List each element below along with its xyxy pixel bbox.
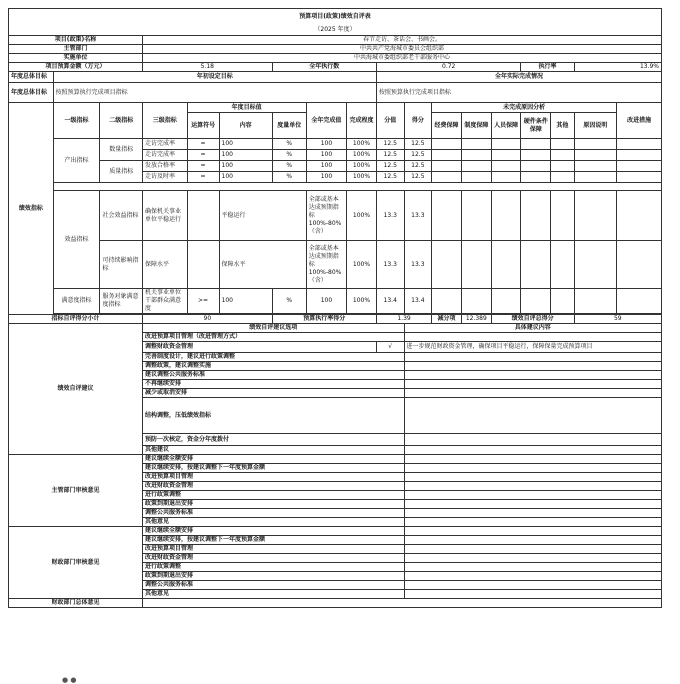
- score-header: 分值: [376, 103, 404, 139]
- empty-cell: [521, 161, 551, 172]
- set-goal-header: 年初设定目标: [53, 72, 376, 83]
- list-item: [9, 527, 662, 536]
- got-cell: 12.5: [404, 161, 432, 172]
- empty-cell: [461, 172, 491, 183]
- level1-satisfaction: 满意度指标: [53, 289, 100, 314]
- finance-option: 改进预算项目管理: [142, 545, 404, 554]
- exec-score-label: 预算执行率得分: [272, 315, 376, 324]
- rectify-option: 减少或取消安排: [142, 389, 404, 398]
- got-header: 得分: [404, 103, 432, 139]
- empty-cell: [404, 509, 661, 518]
- value-satisfaction: 100: [219, 289, 272, 314]
- value-cell: 100: [219, 150, 272, 161]
- empty-cell: [521, 191, 551, 241]
- dept-option: 建议继续全额安排: [142, 455, 404, 464]
- reason-funding: 经费保障: [432, 113, 462, 139]
- degree-social: 100%: [347, 191, 377, 241]
- score-cell: 12.5: [376, 161, 404, 172]
- empty-cell: [432, 241, 462, 289]
- list-item: [9, 455, 662, 464]
- done-social: 全部或基本达成预期指标100%-80%（含）: [306, 191, 346, 241]
- reason-hardware: 硬件条件保障: [521, 113, 551, 139]
- unit-label: 实施单位: [9, 54, 143, 63]
- level2-sustain: 可持续影响指标: [100, 241, 143, 289]
- empty-cell: [617, 150, 662, 161]
- empty-cell: [551, 150, 574, 161]
- empty-cell: [461, 139, 491, 150]
- empty-cell: [404, 482, 661, 491]
- got-sustain: 13.3: [404, 241, 432, 289]
- empty-cell: [617, 139, 662, 150]
- rectify-option: 其他建议: [142, 446, 404, 455]
- op-cell: =: [187, 161, 219, 172]
- value-cell: 100: [219, 139, 272, 150]
- empty-cell: [617, 241, 662, 289]
- value-cell: 100: [219, 161, 272, 172]
- dept-option: 改进预算项目管理: [142, 473, 404, 482]
- finance-final-label: 财政部门总体意见: [9, 599, 143, 608]
- empty-cell: [404, 473, 661, 482]
- rate-value: 13.9%: [574, 63, 661, 72]
- empty-cell: [551, 139, 574, 150]
- finance-option: 改进财政资金管理: [142, 554, 404, 563]
- empty-cell: [404, 527, 661, 536]
- rectify-option: 预防一次核定，资金分年度拨付: [142, 434, 404, 446]
- level2-quality: 质量指标: [100, 161, 143, 183]
- level3-social: 确保机关事业单位平稳运行: [142, 191, 187, 241]
- empty-cell: [574, 150, 617, 161]
- empty-cell: [404, 353, 661, 362]
- op-header: 运算符号: [187, 113, 219, 139]
- total-score-label: 绩效自评总得分: [491, 315, 574, 324]
- exec-value: 0.72: [376, 63, 521, 72]
- empty-cell: [617, 191, 662, 241]
- empty-cell: [404, 371, 661, 380]
- empty-cell: [432, 139, 462, 150]
- full-year-header: 全年完成值: [306, 103, 346, 139]
- unit-value: 中共海城市委组织部老干部服务中心: [142, 54, 661, 63]
- empty-cell: [461, 150, 491, 161]
- rectify-option: 改进预算项目管理（改进管理方式）: [142, 333, 404, 342]
- content-social: 平稳运行: [219, 191, 306, 241]
- dept-option: 改进财政资金管理: [142, 482, 404, 491]
- degree-cell: 100%: [347, 172, 377, 183]
- rectify-content-header: 具体建议内容: [404, 324, 661, 333]
- level3-cell: 发放合格率: [142, 161, 187, 172]
- score-satisfaction: 13.4: [376, 289, 404, 314]
- empty-cell: [404, 518, 661, 527]
- budget-value: 5.18: [142, 63, 272, 72]
- empty-cell: [521, 139, 551, 150]
- empty-cell: [432, 191, 462, 241]
- level2-quantity: 数量指标: [100, 139, 143, 161]
- empty-cell: [187, 241, 219, 289]
- level3-cell: 走访完成率: [142, 139, 187, 150]
- empty-cell: [491, 289, 521, 314]
- empty-cell: [491, 161, 521, 172]
- empty-cell: [617, 161, 662, 172]
- finance-opinion-label: 财政部门审核意见: [9, 527, 143, 599]
- empty-cell: [187, 191, 219, 241]
- empty-cell: [574, 241, 617, 289]
- finance-option: 建议继续全额安排: [142, 527, 404, 536]
- empty-cell: [404, 333, 661, 342]
- rectify-label: 绩效自评建议: [9, 324, 143, 455]
- deduct-label: 减分项: [432, 315, 462, 324]
- empty-cell: [521, 241, 551, 289]
- empty-cell: [404, 389, 661, 398]
- empty-cell: [617, 172, 662, 183]
- got-cell: 12.5: [404, 139, 432, 150]
- empty-cell: [551, 161, 574, 172]
- rectify-option: 调整财政资金管理: [142, 342, 376, 353]
- empty-cell: [404, 398, 661, 434]
- got-cell: 12.5: [404, 150, 432, 161]
- rectify-option: 调整政策，建议调整实施: [142, 362, 404, 371]
- actual-goal-header: 全年实际完成情况: [376, 72, 661, 83]
- empty-cell: [404, 536, 661, 545]
- empty-cell: [432, 150, 462, 161]
- empty-cell: [404, 380, 661, 389]
- degree-cell: 100%: [347, 139, 377, 150]
- empty-cell: [404, 590, 661, 599]
- page-title: 预算项目(政策)绩效自评表: [9, 9, 662, 26]
- op-satisfaction: >=: [187, 289, 219, 314]
- rectify-options-header: 绩效自评建议选项: [142, 324, 404, 333]
- content-sustain: 保障水平: [219, 241, 306, 289]
- dept-label: 主管部门: [9, 45, 143, 54]
- rectify-option: 完善制度设计，建议进行政策调整: [142, 353, 404, 362]
- level3-satisfaction: 机关事业单位干部群众满意度: [142, 289, 187, 314]
- empty-cell: [404, 446, 661, 455]
- empty-cell: [461, 289, 491, 314]
- reason-other: 其他: [551, 113, 574, 139]
- actual-goal-text: 按照预算执行完成项目指标: [376, 83, 661, 103]
- unit-satisfaction: %: [272, 289, 306, 314]
- empty-cell: [521, 150, 551, 161]
- set-goal-text: 按照预算执行完成项目指标: [53, 83, 376, 103]
- empty-cell: [404, 572, 661, 581]
- value-cell: 100: [219, 172, 272, 183]
- empty-cell: [432, 161, 462, 172]
- sheet-tab-dots-icon[interactable]: ● ●: [62, 676, 77, 684]
- reason-explain: 原因说明: [574, 113, 617, 139]
- empty-cell: [491, 150, 521, 161]
- empty-cell: [404, 563, 661, 572]
- finance-option: 调整公共服务标准: [142, 581, 404, 590]
- empty-cell: [574, 172, 617, 183]
- done-cell: 100: [306, 150, 346, 161]
- degree-cell: 100%: [347, 161, 377, 172]
- empty-cell: [404, 581, 661, 590]
- empty-cell: [404, 455, 661, 464]
- score-cell: 12.5: [376, 172, 404, 183]
- empty-cell: [432, 172, 462, 183]
- empty-cell: [461, 241, 491, 289]
- rectify-checked-text: 进一步规范财政资金管理，确保项目平稳运行，保障保量完成预算项目: [404, 342, 661, 353]
- degree-cell: 100%: [347, 150, 377, 161]
- score-cell: 12.5: [376, 139, 404, 150]
- dept-option: 其他意见: [142, 518, 404, 527]
- table-row: [9, 289, 662, 314]
- rectify-option: 建议调整公共服务标准: [142, 371, 404, 380]
- level2-satisfaction: 服务对象满意度指标: [100, 289, 143, 314]
- got-social: 13.3: [404, 191, 432, 241]
- level3-sustain: 保障水平: [142, 241, 187, 289]
- self-score-label: 指标自评得分小计: [9, 315, 143, 324]
- empty-cell: [574, 139, 617, 150]
- unit-cell: %: [272, 172, 306, 183]
- empty-cell: [53, 183, 661, 191]
- reason-staff: 人员保障: [491, 113, 521, 139]
- completion-header: 完成程度: [347, 103, 377, 139]
- empty-cell: [404, 434, 661, 446]
- dept-value: 中共共产党海城市委员会组织部: [142, 45, 661, 54]
- op-cell: =: [187, 139, 219, 150]
- reason-header: 未完成原因分析: [432, 103, 617, 113]
- done-cell: 100: [306, 172, 346, 183]
- table-row: [9, 191, 662, 241]
- improve-header: 改进措施: [617, 103, 662, 139]
- level1-benefit: 效益指标: [53, 191, 100, 289]
- evaluation-sheet: [8, 8, 662, 608]
- op-cell: =: [187, 150, 219, 161]
- level3-header: 三级指标: [142, 103, 187, 139]
- dept-option: 调整公共服务标准: [142, 509, 404, 518]
- total-score-value: 59: [574, 315, 661, 324]
- level1-output: 产出指标: [53, 139, 100, 183]
- dept-option: 政策到期退出安排: [142, 500, 404, 509]
- year-label: （2025 年度）: [9, 25, 662, 36]
- dept-option: 进行政策调整: [142, 491, 404, 500]
- op-cell: =: [187, 172, 219, 183]
- got-cell: 12.5: [404, 172, 432, 183]
- level1-header: 一级指标: [53, 103, 100, 139]
- rate-label: 执行率: [521, 63, 574, 72]
- perf-indicator-label: 绩效指标: [9, 103, 54, 315]
- done-cell: 100: [306, 139, 346, 150]
- unit-cell: %: [272, 150, 306, 161]
- empty-cell: [617, 289, 662, 314]
- empty-cell: [551, 191, 574, 241]
- empty-cell: [551, 289, 574, 314]
- finance-option: 建议继续安排，按建议调整下一年度预算金额: [142, 536, 404, 545]
- empty-cell: [551, 172, 574, 183]
- level2-social: 社会效益指标: [100, 191, 143, 241]
- empty-cell: [404, 362, 661, 371]
- empty-cell: [142, 599, 661, 608]
- reason-system: 制度保障: [461, 113, 491, 139]
- content-header: 内容: [219, 113, 272, 139]
- empty-cell: [404, 554, 661, 563]
- finance-option: 政策到期退出安排: [142, 572, 404, 581]
- budget-label: 项目预算金额（万元）: [9, 63, 143, 72]
- done-satisfaction: 100: [306, 289, 346, 314]
- empty-cell: [461, 191, 491, 241]
- empty-cell: [574, 191, 617, 241]
- empty-cell: [461, 161, 491, 172]
- dept-option: 建议继续安排，按建议调整下一年度预算金额: [142, 464, 404, 473]
- empty-cell: [404, 500, 661, 509]
- annual-target-header: 年度目标值: [187, 103, 306, 113]
- empty-cell: [521, 289, 551, 314]
- self-score-value: 90: [142, 315, 272, 324]
- exec-label: 全年执行数: [272, 63, 376, 72]
- finance-option: 进行政策调整: [142, 563, 404, 572]
- empty-cell: [574, 161, 617, 172]
- overall-goal-label-2: 年度总体目标: [9, 83, 54, 103]
- project-name-label: 项目(政策)名称: [9, 36, 143, 45]
- got-satisfaction: 13.4: [404, 289, 432, 314]
- table-row: [9, 139, 662, 150]
- score-social: 13.3: [376, 191, 404, 241]
- finance-option: 其他意见: [142, 590, 404, 599]
- unit-header: 度量单位: [272, 113, 306, 139]
- project-name-value: 春节走访、茶话会、书画会。: [142, 36, 661, 45]
- score-cell: 12.5: [376, 150, 404, 161]
- table-row: [9, 161, 662, 172]
- empty-cell: [404, 464, 661, 473]
- level3-cell: 走访及时率: [142, 172, 187, 183]
- empty-cell: [521, 172, 551, 183]
- checkbox-checked[interactable]: √: [376, 342, 404, 353]
- empty-cell: [491, 191, 521, 241]
- empty-cell: [404, 545, 661, 554]
- table-row: [9, 241, 662, 289]
- empty-cell: [432, 289, 462, 314]
- dept-opinion-label: 主管部门审核意见: [9, 455, 143, 527]
- degree-sustain: 100%: [347, 241, 377, 289]
- deduct-value: 12.389: [461, 315, 491, 324]
- done-sustain: 全部或基本达成预期指标100%-80%（含）: [306, 241, 346, 289]
- empty-cell: [491, 139, 521, 150]
- rectify-option: 结构调整，压低绩效指标: [142, 398, 404, 434]
- empty-cell: [404, 491, 661, 500]
- overall-goal-label: 年度总体目标: [9, 72, 54, 83]
- unit-cell: %: [272, 139, 306, 150]
- evaluation-table: [8, 8, 662, 608]
- empty-cell: [491, 241, 521, 289]
- score-sustain: 13.3: [376, 241, 404, 289]
- degree-satisfaction: 100%: [347, 289, 377, 314]
- rectify-option: 不再继续安排: [142, 380, 404, 389]
- done-cell: 100: [306, 161, 346, 172]
- level3-cell: 走访完成率: [142, 150, 187, 161]
- exec-score-value: 1.39: [376, 315, 431, 324]
- empty-cell: [551, 241, 574, 289]
- unit-cell: %: [272, 161, 306, 172]
- level2-header: 二级指标: [100, 103, 143, 139]
- empty-cell: [491, 172, 521, 183]
- empty-cell: [574, 289, 617, 314]
